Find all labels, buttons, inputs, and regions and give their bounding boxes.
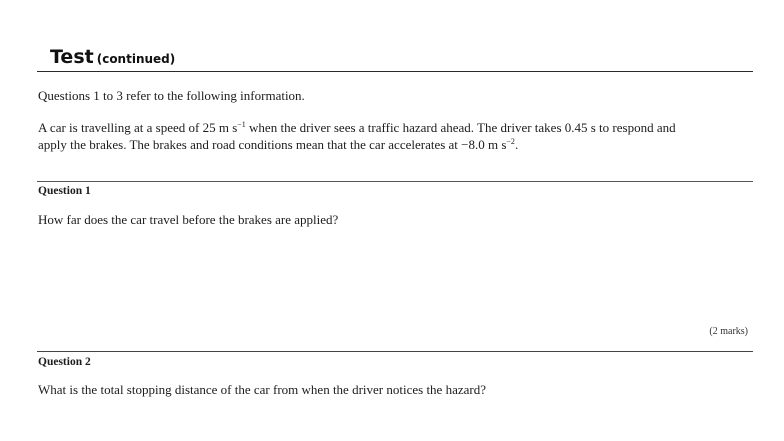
question-2-title: Question 2: [38, 356, 91, 368]
question-2-divider: [37, 351, 753, 352]
question-1-divider: [37, 181, 753, 182]
scenario-line-2: apply the brakes. The brakes and road conditions mean that the car accelerates at −8.0 m $s^{-2}$.: [38, 137, 519, 152]
scenario-line-1: A car is travelling at a speed of 25 m $s^{-1}$ when the driver sees a traffic hazard ahead. The driver takes 0.45 s to respond and: [38, 120, 676, 135]
question-1-marks: (2 marks): [709, 326, 748, 337]
heading-divider: [37, 71, 753, 72]
question-2-text: What is the total stopping distance of the car from when the driver notices the hazard?: [38, 382, 486, 397]
page-heading: [50, 46, 175, 68]
heading-subtitle: (continued): [96, 52, 176, 66]
question-1-text: How far does the car travel before the brakes are applied?: [38, 212, 339, 227]
scenario-text: [38, 119, 676, 153]
intro-text: Questions 1 to 3 refer to the following information.: [38, 88, 305, 103]
heading-title: Test: [50, 46, 94, 68]
question-1-title: Question 1: [38, 185, 91, 197]
